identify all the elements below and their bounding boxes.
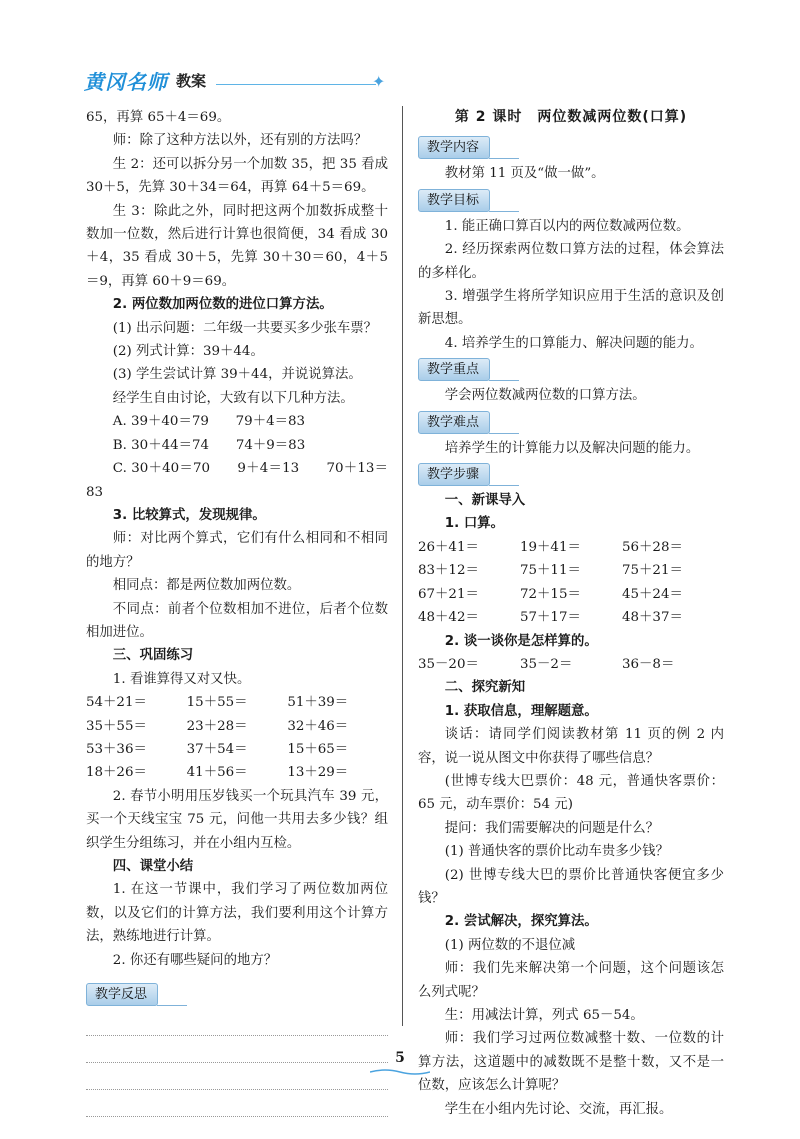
method-line: A. 39＋40＝79 79＋4＝83: [112, 414, 306, 430]
page-header: [84, 66, 386, 96]
section-heading: 三、巩固练习: [112, 648, 194, 664]
text-line: 培养学生的计算能力以及解决问题的能力。: [444, 440, 700, 456]
text-line: (1) 两位数的不退位减: [444, 937, 576, 953]
oral-calc-grid: [418, 536, 724, 630]
sub-heading: 2. 谈一谈你是怎样算的。: [444, 633, 598, 649]
exercise-item: 18＋26＝: [86, 765, 147, 781]
calc-item: 35－2＝: [520, 656, 573, 672]
calc-item: 48＋42＝: [418, 610, 479, 626]
text-line: 不同点：前者个位数相加不进位，后者个位数相加进位。: [86, 601, 388, 640]
text-line: (1) 出示问题：二年级一共要买多少张车票？: [112, 320, 378, 336]
section-heading: 3. 比较算式，发现规律。: [112, 507, 266, 523]
lesson-title: 第 2 课时 两位数减两位数(口算): [454, 109, 688, 125]
text-line: 师：我们先来解决第一个问题，这个问题该怎么列式呢？: [418, 961, 724, 1000]
text-line: (3) 学生尝试计算 39＋44，并说说算法。: [112, 367, 362, 383]
calc-item: 56＋28＝: [622, 539, 683, 555]
calc-item: 57＋17＝: [520, 610, 581, 626]
sub-heading: 2. 尝试解决，探究算法。: [444, 914, 598, 930]
page-number: 5: [395, 1050, 405, 1066]
calc-item: 35－20＝: [418, 656, 479, 672]
section-heading: 四、课堂小结: [112, 859, 194, 874]
star-icon: ✦: [372, 72, 386, 91]
section-tag: 教学重点: [418, 358, 490, 381]
exercise-item: 15＋55＝: [186, 695, 248, 711]
exercise-grid: [86, 691, 388, 785]
exercise-item: 51＋39＝: [287, 695, 349, 711]
section-heading: 2. 两位数加两位数的进位口算方法。: [112, 297, 333, 313]
reflection-line: [86, 1009, 388, 1036]
method-line: B. 30＋44＝74 74＋9＝83: [112, 437, 306, 453]
exercise-item: 41＋56＝: [186, 765, 248, 781]
text-line: (2) 列式计算：39＋44。: [112, 344, 264, 360]
section-heading: 二、探究新知: [444, 680, 526, 696]
exercise-item: 53＋36＝: [86, 741, 147, 757]
brand-subtitle: 教案: [176, 72, 207, 90]
reflection-line: [86, 1063, 388, 1090]
exercise-item: 15＋65＝: [287, 741, 349, 757]
exercise-item: 32＋46＝: [287, 718, 349, 734]
brand-logo: 黄冈名师: [84, 70, 168, 94]
text-line: 2. 你还有哪些疑问的地方？: [112, 952, 278, 968]
sub-heading: 1. 获取信息，理解题意。: [444, 703, 598, 719]
text-line: 提问：我们需要解决的问题是什么？: [444, 820, 660, 836]
goal-item: 1. 能正确口算百以内的两位数减两位数。: [444, 218, 690, 234]
page-number-ornament: [370, 1068, 430, 1076]
section-tag: 教学难点: [418, 411, 490, 434]
calc-item: 83＋12＝: [418, 563, 479, 579]
reflection-tag: 教学反思: [86, 983, 158, 1006]
right-column: [418, 106, 724, 1121]
text-line: (1) 普通快客的票价比动车贵多少钱？: [444, 844, 669, 860]
text-line: (世博专线大巴票价：48 元，普通快客票价：65 元，动车票价：54 元): [418, 773, 724, 813]
text-line: 经学生自由讨论，大致有以下几种方法。: [112, 390, 354, 406]
column-divider: [402, 106, 403, 1026]
calc-item: 75＋11＝: [520, 563, 581, 579]
exercise-title: 1. 看谁算得又对又快。: [112, 671, 251, 687]
goal-item: 2. 经历探索两位数口算方法的过程，体会算法的多样化。: [418, 242, 724, 281]
calc-item: 45＋24＝: [622, 586, 683, 602]
text-line: 学会两位数减两位数的口算方法。: [444, 388, 646, 404]
sub-heading: 1. 口算。: [444, 516, 505, 532]
header-rule: [216, 84, 376, 85]
method-line: C. 30＋40＝70 9＋4＝13 70＋13＝83: [86, 461, 388, 500]
section-tag: 教学目标: [418, 189, 490, 212]
calc-item: 36－8＝: [622, 656, 675, 672]
text-line: 1. 在这一节课中，我们学习了两位数加两位数，以及它们的计算方法，我们要利用这个计算方法，熟练地进行计算。: [86, 882, 388, 945]
text-line: 相同点：都是两位数加两位数。: [112, 578, 301, 594]
text-line: 师：除了这种方法以外，还有别的方法吗？: [112, 133, 368, 149]
calc-item: 67＋21＝: [418, 586, 479, 602]
text-line: 教材第 11 页及“做一做”。: [444, 166, 605, 182]
left-column: [86, 106, 388, 1117]
calc-item: 72＋15＝: [520, 586, 581, 602]
text-line: 生 2：还可以拆分另一个加数 35，把 35 看成 30＋5，先算 30＋34＝64，再算 64＋5＝69。: [86, 156, 388, 196]
section-tag: 教学步骤: [418, 463, 490, 486]
text-line: 谈话：请同学们阅读教材第 11 页的例 2 内容，说一说从图文中你获得了哪些信息？: [418, 727, 724, 766]
exercise-item: 37＋54＝: [186, 741, 248, 757]
subtraction-grid: [418, 653, 724, 676]
exercise-text: 2. 春节小明用压岁钱买一个玩具汽车 39 元，买一个天线宝宝 75 元，问他一共用去多少钱？组织学生分组练习，并在小组内互检。: [86, 788, 388, 851]
exercise-item: 54＋21＝: [86, 695, 147, 711]
goal-item: 3. 增强学生将所学知识应用于生活的意识及创新思想。: [418, 289, 724, 328]
text-line: 生 3：除此之外，同时把这两个加数拆成整十数加一位数，然后进行计算也很简便，34 看成 30＋4，35 看成 30＋5，先算 30＋30＝60，4＋5＝9，再算 60＋9＝69。: [86, 203, 388, 289]
text-line: (2) 世博专线大巴的票价比普通快客便宜多少钱？: [418, 867, 724, 906]
section-tag: 教学内容: [418, 136, 490, 159]
exercise-item: 23＋28＝: [186, 718, 248, 734]
calc-item: 19＋41＝: [520, 539, 581, 555]
section-heading: 一、新课导入: [444, 493, 526, 509]
calc-item: 75＋21＝: [622, 563, 683, 579]
text-line: 师：对比两个算式，它们有什么相同和不相同的地方？: [86, 531, 388, 570]
text-line: 65，再算 65＋4＝69。: [86, 110, 231, 125]
exercise-item: 35＋55＝: [86, 718, 147, 734]
text-line: 师：我们学习过两位数减整十数、一位数的计算方法，这道题中的减数既不是整十数，又不是一位数，应该怎么计算呢？: [418, 1031, 724, 1094]
text-line: 生：用减法计算，列式 65－54。: [444, 1008, 644, 1023]
calc-item: 26＋41＝: [418, 539, 479, 555]
text-line: 学生在小组内先讨论、交流，再汇报。: [444, 1101, 673, 1117]
exercise-item: 13＋29＝: [287, 765, 349, 781]
reflection-line: [86, 1090, 388, 1117]
calc-item: 48＋37＝: [622, 610, 683, 626]
goal-item: 4. 培养学生的口算能力、解决问题的能力。: [444, 335, 703, 351]
